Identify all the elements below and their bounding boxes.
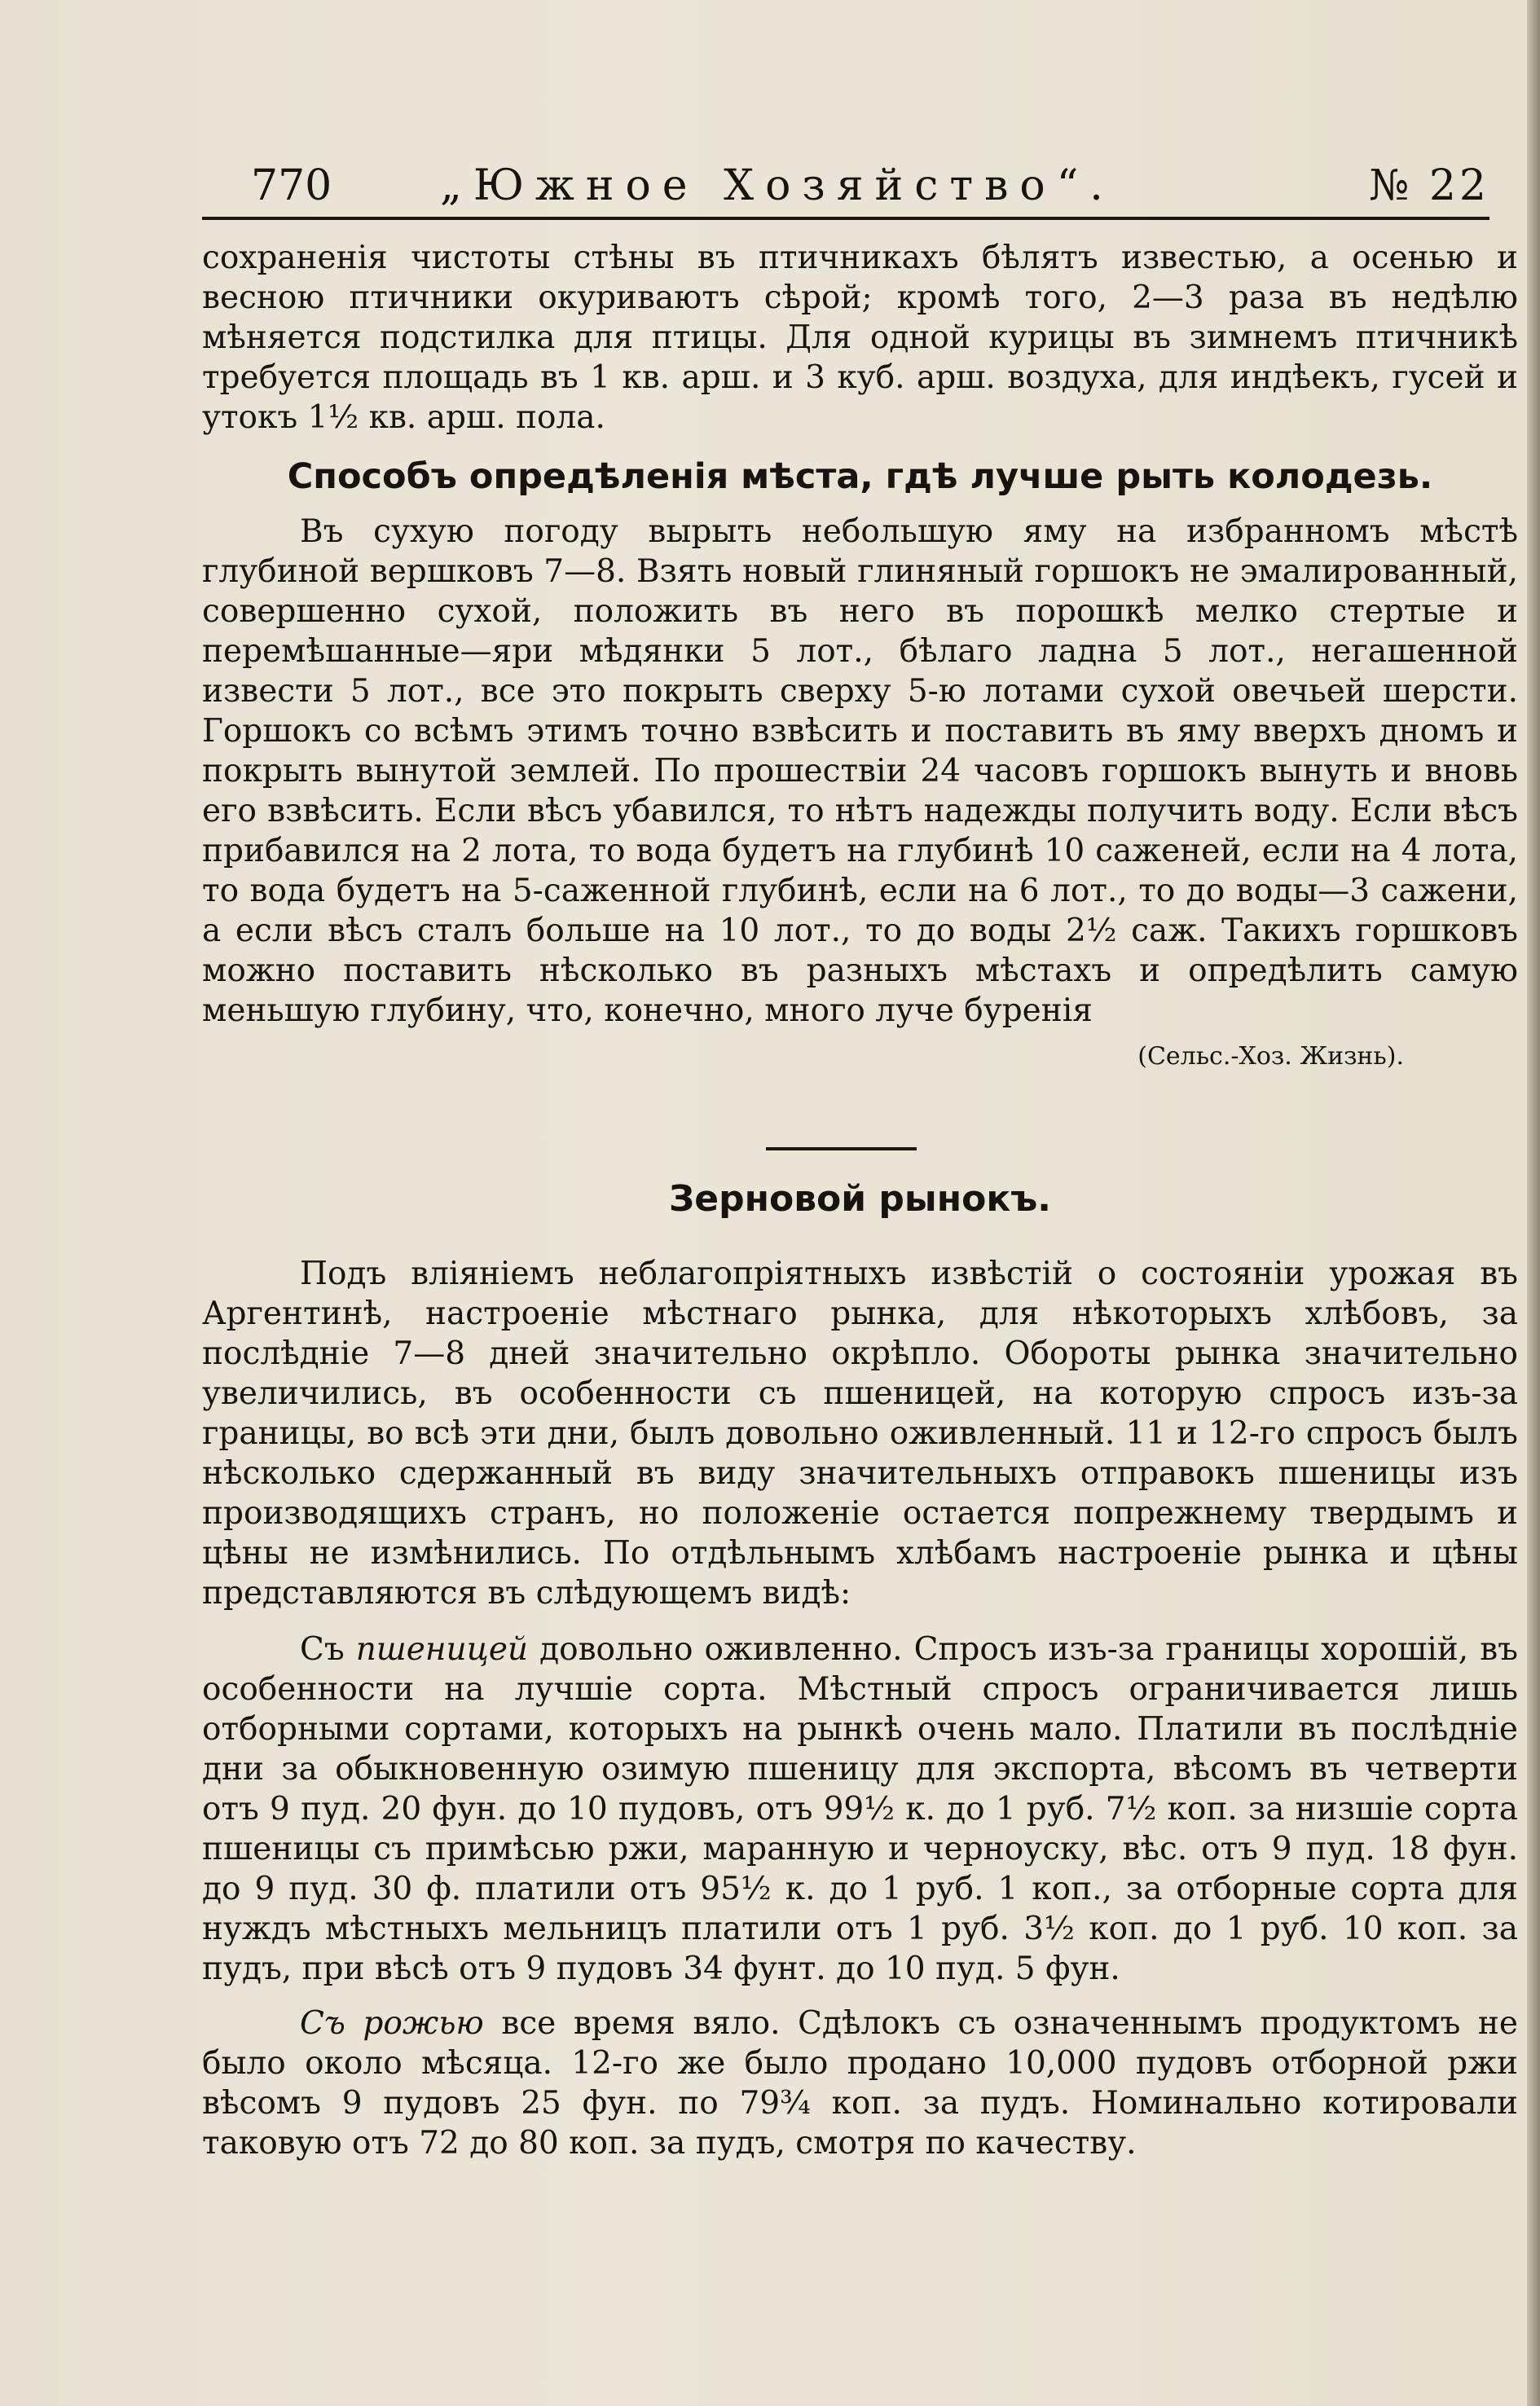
fragment-paragraph: сохраненія чистоты стѣны въ птичникахъ бѣлятъ известью, а осенью и весною птичники окуриваютъ сѣрой; кромѣ того, 2—3 раза въ недѣлю мѣняется подстилка для птицы. Для одной курицы въ зимнемъ птичникѣ требуется площадь въ 1 кв. арш. и 3 куб. арш. воздуха, для индѣекъ, гусей и утокъ 1½ кв. арш. пола.	[202, 240, 1518, 436]
grain-market-article	[202, 1178, 1518, 2163]
well-article-title: Способъ опредѣленія мѣста, гдѣ лучше рыть колодезь.	[287, 456, 1433, 497]
wheat-text: довольно оживленно. Спросъ изъ-за границы хорошій, въ особенности на лучшіе сорта. Мѣстный спросъ ограничивается лишь отборными сортами, которыхъ на рынкѣ очень мало. Платили въ послѣдніе дни за обыкновенную озимую пшеницу для экспорта, вѣсомъ въ четверти отъ 9 пуд. 20 фун. до 10 пудовъ, отъ 99½ к. до 1 руб. 7½ коп. за низшіе сорта пшеницы съ примѣсью ржи, маранную и черноуску, вѣс. отъ 9 пуд. 18 фун. до 9 пуд. 30 ф. платили отъ 95½ к. до 1 руб. 1 коп., за отборные сорта для нуждъ мѣстныхъ мельницъ платили отъ 1 руб. 3½ коп. до 1 руб. 10 коп. за пудъ, при вѣсѣ отъ 9 пудовъ 34 фунт. до 10 пуд. 5 фун.	[202, 1631, 1518, 1987]
well-article	[202, 456, 1518, 1071]
journal-title: „Южное Хозяйство“.	[440, 161, 1115, 210]
section-divider	[766, 1147, 917, 1150]
rye-text: все время вяло. Сдѣлокъ съ означеннымъ продуктомъ не было около мѣсяца. 12-го же было продано 10,000 пудовъ отборной ржи вѣсомъ 9 пудовъ 25 фун. по 79¾ коп. за пудъ. Номинально котировали таковую отъ 72 до 80 коп. за пудъ, смотря по качеству.	[202, 2005, 1519, 2162]
wheat-paragraph	[202, 1630, 1518, 1989]
grain-market-intro: Подъ вліяніемъ неблагопріятныхъ извѣстій о состояніи урожая въ Аргентинѣ, настроеніе мѣстнаго рынка, для нѣкоторыхъ хлѣбовъ, за послѣдніе 7—8 дней значительно окрѣпло. Обороты рынка значительно увеличились, въ особенности съ пшеницей, на которую спросъ изъ-за границы, во всѣ эти дни, былъ довольно оживленный. 11 и 12-го спросъ былъ нѣсколько сдержанный въ виду значительныхъ отправокъ пшеницы изъ производящихъ странъ, но положеніе остается попрежнему твердымъ и цѣны не измѣнились. По отдѣльнымъ хлѣбамъ настроеніе рынка и цѣны представляются въ слѣдующемъ видѣ:	[202, 1256, 1518, 1612]
wheat-lead: Съ	[300, 1631, 345, 1668]
continued-fragment	[202, 238, 1518, 438]
page-number: 770	[251, 161, 332, 210]
rye-paragraph	[202, 2004, 1518, 2163]
binding-edge	[1527, 0, 1540, 2406]
grain-market-title: Зерновой рынокъ.	[668, 1178, 1051, 1220]
page-header	[202, 160, 1489, 220]
well-article-body: Въ сухую погоду вырыть небольшую яму на избранномъ мѣстѣ глубиной вершковъ 7—8. Взять новый глиняный горшокъ не эмалированный, совершенно сухой, положить въ него въ порошкѣ мелко стертые и перемѣшанные—яри мѣдянки 5 лот., бѣлаго ладна 5 лот., негашенной извести 5 лот., все это покрыть сверху 5-ю лотами сухой овечьей шерсти. Горшокъ со всѣмъ этимъ точно взвѣсить и поставить въ яму вверхъ дномъ и покрыть вынутой землей. По прошествіи 24 часовъ горшокъ вынуть и вновь его взвѣсить. Если вѣсъ убавился, то нѣтъ надежды получить воду. Если вѣсъ прибавился на 2 лота, то вода будетъ на глубинѣ 10 саженей, если на 4 лота, то вода будетъ на 5-саженной глубинѣ, если на 6 лот., то до воды—3 сажени, а если вѣсъ сталъ больше на 10 лот., то до воды 2½ саж. Такихъ горшковъ можно поставить нѣсколько въ разныхъ мѣстахъ и опредѣлить самую меньшую глубину, что, конечно, много луче буренія	[202, 513, 1518, 1029]
well-article-source: (Сельс.-Хоз. Жизнь).	[1137, 1042, 1404, 1071]
wheat-keyword: пшеницей	[355, 1631, 529, 1668]
issue-number: № 22	[1369, 161, 1489, 210]
rye-keyword: Съ рожью	[300, 2005, 484, 2042]
